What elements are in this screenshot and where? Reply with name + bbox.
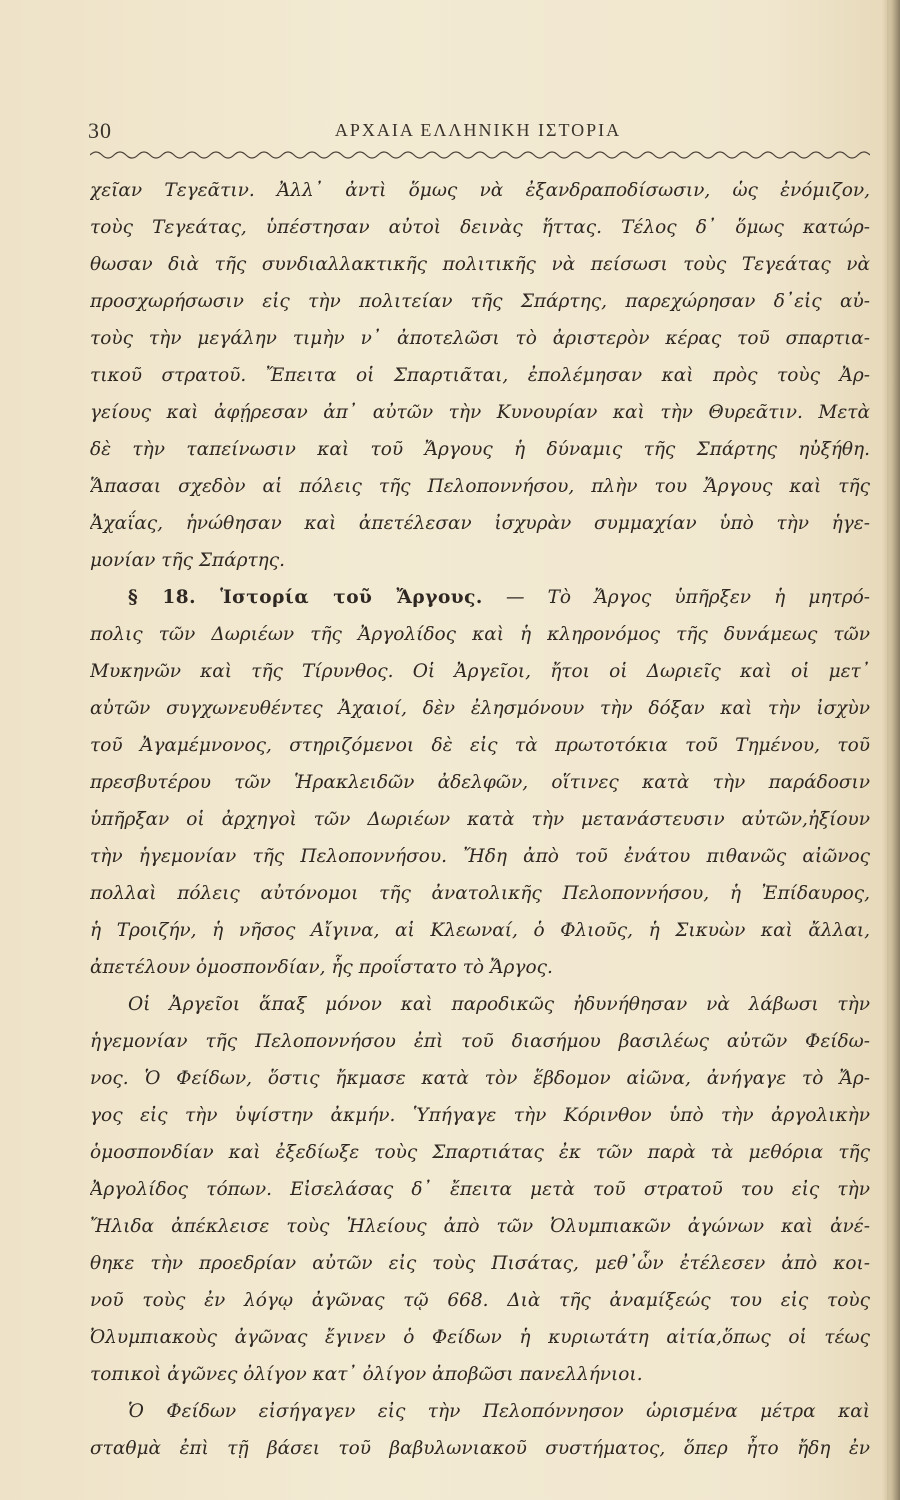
text-line: τοὺς Τεγεάτας, ὑπέστησαν αὐτοὶ δεινὰς ἥττας. Τέλος δ᾽ ὅμως κατώρ-: [90, 217, 870, 238]
text-line: Ἀργολίδος τόπων. Εἰσελάσας δ᾽ ἔπειτα μετὰ τοῦ στρατοῦ του εἰς τὴν: [90, 1179, 870, 1200]
wavy-rule-ornament: [90, 148, 870, 162]
text-line: ἡ Τροιζήν, ἡ νῆσος Αἴγινα, αἱ Κλεωναί, ὁ Φλιοῦς, ἡ Σικυὼν καὶ ἄλλαι,: [90, 920, 870, 941]
text-line: ἀπετέλουν ὁμοσπονδίαν, ἧς προΐστατο τὸ Ἄργος.: [90, 957, 553, 978]
text-line: θωσαν διὰ τῆς συνδιαλλακτικῆς πολιτικῆς νὰ πείσωσι τοὺς Τεγεάτας νὰ: [90, 254, 870, 275]
text-line: τὴν ἡγεμονίαν τῆς Πελοποννήσου. Ἤδη ἀπὸ τοῦ ἐνάτου πιθανῶς αἰῶνος: [90, 846, 870, 867]
text-line: σταθμὰ ἐπὶ τῇ βάσει τοῦ βαβυλωνιακοῦ συστήματος, ὅπερ ἦτο ἤδη ἐν: [90, 1438, 870, 1459]
text-line: πολλαὶ πόλεις αὐτόνομοι τῆς ἀνατολικῆς Πελοποννήσου, ἡ Ἐπίδαυρος,: [90, 883, 870, 904]
text-line: Ἤλιδα ἀπέκλεισε τοὺς Ἠλείους ἀπὸ τῶν Ὀλυμπιακῶν ἀγώνων καὶ ἀνέ-: [90, 1216, 870, 1237]
page-header: [88, 118, 868, 148]
text-line: ὑπῆρξαν οἱ ἀρχηγοὶ τῶν Δωριέων κατὰ τὴν μετανάστευσιν αὐτῶν,ἠξίουν: [90, 809, 870, 830]
text-line: γείους καὶ ἀφῄρεσαν ἀπ᾽ αὐτῶν τὴν Κυνουρίαν καὶ τὴν Θυρεᾶτιν. Μετὰ: [90, 402, 870, 423]
text-line: ἡγεμονίαν τῆς Πελοποννήσου ἐπὶ τοῦ διασήμου βασιλέως αὐτῶν Φείδω-: [90, 1031, 870, 1052]
page-edge-line: [887, 0, 890, 1500]
text-line: τικοῦ στρατοῦ. Ἔπειτα οἱ Σπαρτιᾶται, ἐπολέμησαν καὶ πρὸς τοὺς Ἀρ-: [90, 365, 870, 386]
running-title: ΑΡΧΑΙΑ ΕΛΛΗΝΙΚΗ ΙΣΤΟΡΙΑ: [334, 120, 622, 140]
text-line: νος. Ὁ Φείδων, ὅστις ἤκμασε κατὰ τὸν ἕβδομον αἰῶνα, ἀνήγαγε τὸ Ἄρ-: [90, 1068, 870, 1089]
text-line: ὁμοσπονδίαν καὶ ἐξεδίωξε τοὺς Σπαρτιάτας ἐκ τῶν παρὰ τὰ μεθόρια τῆς: [90, 1142, 870, 1163]
text-line: θηκε τὴν προεδρίαν αὐτῶν εἰς τοὺς Πισάτας, μεθ᾽ὧν ἐτέλεσεν ἀπὸ κοι-: [90, 1253, 870, 1274]
text-line: τοπικοὶ ἀγῶνες ὀλίγον κατ᾽ ὀλίγον ἀποβῶσι πανελλήνιοι.: [90, 1364, 643, 1385]
text-line: πολις τῶν Δωριέων τῆς Ἀργολίδος καὶ ἡ κληρονόμος τῆς δυνάμεως τῶν: [90, 624, 870, 645]
text-line: Ἀχαΐας, ἡνώθησαν καὶ ἀπετέλεσαν ἰσχυρὰν συμμαχίαν ὑπὸ τὴν ἡγε-: [90, 513, 870, 534]
text-line: Ὁ Φείδων εἰσήγαγεν εἰς τὴν Πελοπόννησον ὡρισμένα μέτρα καὶ: [128, 1401, 870, 1422]
text-line: Μυκηνῶν καὶ τῆς Τίρυνθος. Οἱ Ἀργεῖοι, ἤτοι οἱ Δωριεῖς καὶ οἱ μετ᾽: [90, 661, 870, 682]
text-line: μονίαν τῆς Σπάρτης.: [90, 550, 286, 571]
page-edge-shadow: [882, 0, 900, 1500]
text-line: χεῖαν Τεγεᾶτιν. Ἀλλ᾽ ἀντὶ ὅμως νὰ ἐξανδραποδίσωσιν, ὡς ἐνόμιζον,: [90, 180, 870, 201]
text-line: αὐτῶν συγχωνευθέντες Ἀχαιοί, δὲν ἐλησμόνουν τὴν δόξαν καὶ τὴν ἰσχὺν: [90, 698, 870, 719]
text-line: τοῦ Ἀγαμέμνονος, στηριζόμενοι δὲ εἰς τὰ πρωτοτόκια τοῦ Τημένου, τοῦ: [90, 735, 870, 756]
text-line: τοὺς τὴν μεγάλην τιμὴν ν᾽ ἀποτελῶσι τὸ ἀριστερὸν κέρας τοῦ σπαρτια-: [90, 328, 870, 349]
section-heading-line: [90, 579, 870, 616]
section-heading: § 18. Ἱστορία τοῦ Ἄργους.: [128, 587, 483, 608]
text-span: — Τὸ Ἄργος ὑπῆρξεν ἡ μητρό-: [505, 587, 870, 608]
text-line: γος εἰς τὴν ὑψίστην ἀκμήν. Ὑπήγαγε τὴν Κόρινθον ὑπὸ τὴν ἀργολικὴν: [90, 1105, 870, 1126]
text-line: Ὀλυμπιακοὺς ἀγῶνας ἔγινεν ὁ Φείδων ἡ κυριωτάτη αἰτία,ὅπως οἱ τέως: [90, 1327, 870, 1348]
text-body: [90, 172, 870, 1467]
text-line: νοῦ τοὺς ἐν λόγῳ ἀγῶνας τῷ 668. Διὰ τῆς ἀναμίξεώς του εἰς τοὺς: [90, 1290, 870, 1311]
text-line: προσχωρήσωσιν εἰς τὴν πολιτείαν τῆς Σπάρτης, παρεχώρησαν δ᾽εἰς αὐ-: [90, 291, 870, 312]
page-number: 30: [88, 118, 112, 143]
text-line: Οἱ Ἀργεῖοι ἅπαξ μόνον καὶ παροδικῶς ἠδυνήθησαν νὰ λάβωσι τὴν: [128, 994, 870, 1015]
text-line: Ἅπασαι σχεδὸν αἱ πόλεις τῆς Πελοποννήσου, πλὴν του Ἄργους καὶ τῆς: [90, 476, 870, 497]
text-line: πρεσβυτέρου τῶν Ἡρακλειδῶν ἀδελφῶν, οἵτινες κατὰ τὴν παράδοσιν: [90, 772, 870, 793]
text-line: δὲ τὴν ταπείνωσιν καὶ τοῦ Ἄργους ἡ δύναμις τῆς Σπάρτης ηὐξήθη.: [90, 439, 870, 460]
